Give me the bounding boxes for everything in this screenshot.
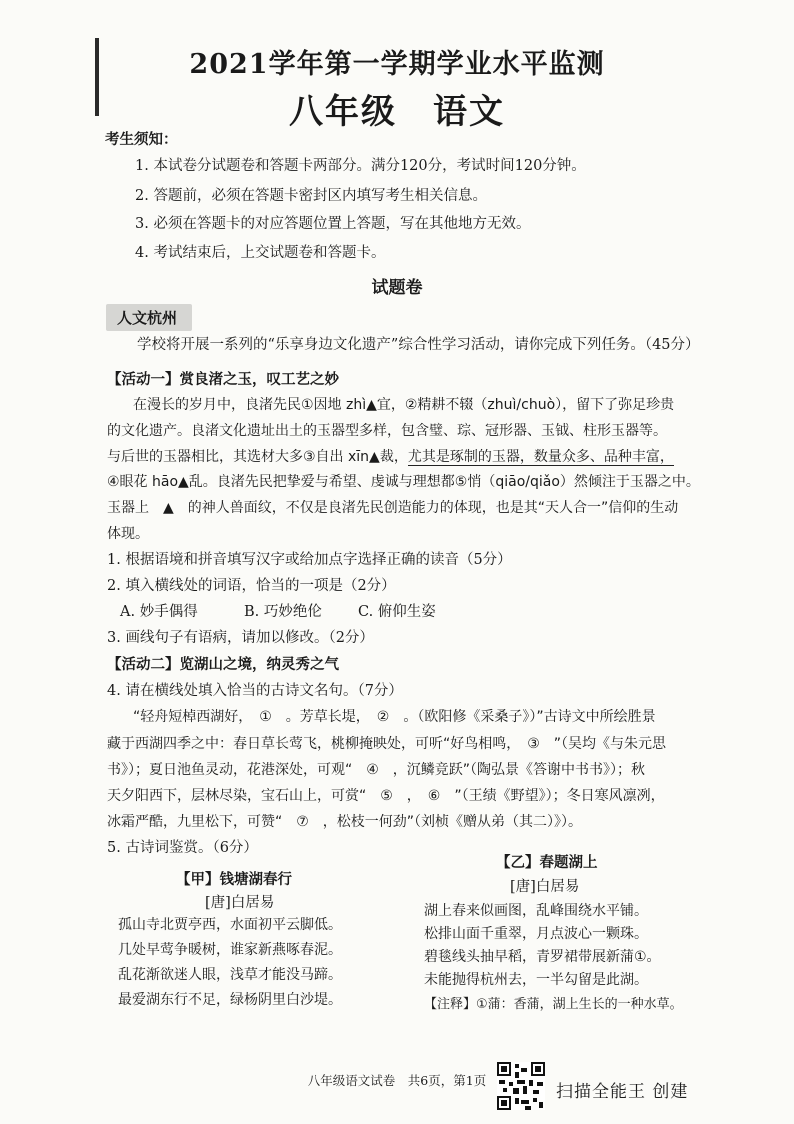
page-footer: 八年级语文试卷 共6页，第1页 <box>307 1073 487 1088</box>
poem-a-line: 最爱湖东行不足，绿杨阴里白沙堤。 <box>118 992 342 1008</box>
question-3: 3. 画线句子有语病，请加以修改。（2分） <box>107 630 374 646</box>
q4-passage-line: 天夕阳西下，层林尽染，宝石山上，可赏“ ⑤ ， ⑥ ”（王绩《野望》）；冬日寒风凛冽， <box>107 788 665 804</box>
poem-b-author: [唐]白居易 <box>510 879 580 895</box>
poem-a-line: 孤山寺北贾亭西，水面初平云脚低。 <box>118 917 342 933</box>
q4-passage-line: 冰霜严酷，九里松下，可赞“ ⑦ ，松枝一何劲”（刘桢《赠从弟（其二）》）。 <box>107 814 583 830</box>
option-b: B. 巧妙绝伦 <box>244 604 322 620</box>
passage-line <box>107 446 674 466</box>
poem-b-line: 湖上春来似画图，乱峰围绕水平铺。 <box>424 903 648 919</box>
passage-line: 在漫长的岁月中，良渚先民①因地 zhì▲宜，②精耕不辍（zhuì/chuò），留下了弥足珍贵 <box>133 397 675 413</box>
underlined-sentence: 尤其是琢制的玉器，数量众多、品种丰富， <box>407 449 674 465</box>
topic-tag: 人文杭州 <box>117 309 178 327</box>
q4-passage-line: 书》）；夏日池鱼灵动，花港深处，可观“ ④ ，沉鳞竞跃”（陶弘景《答谢中书书》）；秋 <box>107 762 646 778</box>
poem-a-line: 乱花渐欲迷人眼，浅草才能没马蹄。 <box>118 967 342 983</box>
question-4: 4. 请在横线处填入恰当的古诗文名句。（7分） <box>107 683 403 699</box>
intro-text: 学校将开展一系列的“乐享身边文化遗产”综合性学习活动，请你完成下列任务。（45分） <box>137 337 700 353</box>
notice-item: 2. 答题前，必须在答题卡密封区内填写考生相关信息。 <box>135 188 487 204</box>
passage-line: 体现。 <box>107 526 149 542</box>
notice-heading: 考生须知： <box>105 131 178 148</box>
poem-b-title: 【乙】春题湖上 <box>496 854 598 871</box>
option-c: C. 俯仰生姿 <box>358 604 436 620</box>
notice-item: 3. 必须在答题卡的对应答题位置上答题，写在其他地方无效。 <box>135 216 531 232</box>
poem-a-author: [唐]白居易 <box>205 895 275 911</box>
passage-line: 玉器上 ▲ 的神人兽面纹，不仅是良渚先民创造能力的体现，也是其“天人合一”信仰的生动 <box>107 500 679 516</box>
q4-passage-line: “轻舟短棹西湖好， ① 。芳草长堤， ② 。（欧阳修《采桑子》）”古诗文中所绘胜景 <box>133 709 656 725</box>
passage-segment: 与后世的玉器相比，其选材大多③自出 xīn▲裁， <box>107 449 408 465</box>
scanner-watermark: 扫描全能王 创建 <box>556 1082 689 1102</box>
poem-b-line: 碧毯线头抽早稻，青罗裙带展新蒲①。 <box>424 949 661 965</box>
notice-item: 1. 本试卷分试题卷和答题卡两部分。满分120分，考试时间120分钟。 <box>135 158 586 174</box>
poem-b-note: 【注释】①蒲：香蒲，湖上生长的一种水草。 <box>424 997 683 1012</box>
qr-code-icon <box>497 1062 545 1110</box>
activity1-heading: 【活动一】赏良渚之玉，叹工艺之妙 <box>107 371 339 388</box>
poem-b-line: 松排山面千重翠，月点波心一颗珠。 <box>424 926 648 942</box>
passage-line: 的文化遗产。良渚文化遗址出土的玉器型多样，包含璧、琮、冠形器、玉钺、柱形玉器等。 <box>107 423 667 439</box>
exam-subtitle: 八年级 语文 <box>289 92 505 132</box>
poem-a-line: 几处早莺争暖树，谁家新燕啄春泥。 <box>118 942 342 958</box>
section-title: 试题卷 <box>371 278 423 298</box>
question-1: 1. 根据语境和拼音填写汉字或给加点字选择正确的读音（5分） <box>107 552 512 568</box>
q4-passage-line: 藏于西湖四季之中：春日草长莺飞，桃柳掩映处，可听“好鸟相鸣， ③ ”（吴均《与朱元思 <box>107 736 667 752</box>
exam-title: 2021学年第一学期学业水平监测 <box>189 49 605 80</box>
passage-line: ④眼花 hāo▲乱。良渚先民把挚爱与希望、虔诚与理想都⑤悄（qiāo/qiǎo）然倾注于玉器之中。 <box>107 474 700 490</box>
question-5: 5. 古诗词鉴赏。（6分） <box>107 840 258 856</box>
option-a: A. 妙手偶得 <box>120 604 198 620</box>
activity2-heading: 【活动二】览湖山之境，纳灵秀之气 <box>107 656 339 673</box>
notice-item: 4. 考试结束后，上交试题卷和答题卡。 <box>135 245 386 261</box>
poem-b-line: 未能抛得杭州去，一半勾留是此湖。 <box>424 972 648 988</box>
question-2: 2. 填入横线处的词语，恰当的一项是（2分） <box>107 578 396 594</box>
poem-a-title: 【甲】钱塘湖春行 <box>176 871 292 888</box>
